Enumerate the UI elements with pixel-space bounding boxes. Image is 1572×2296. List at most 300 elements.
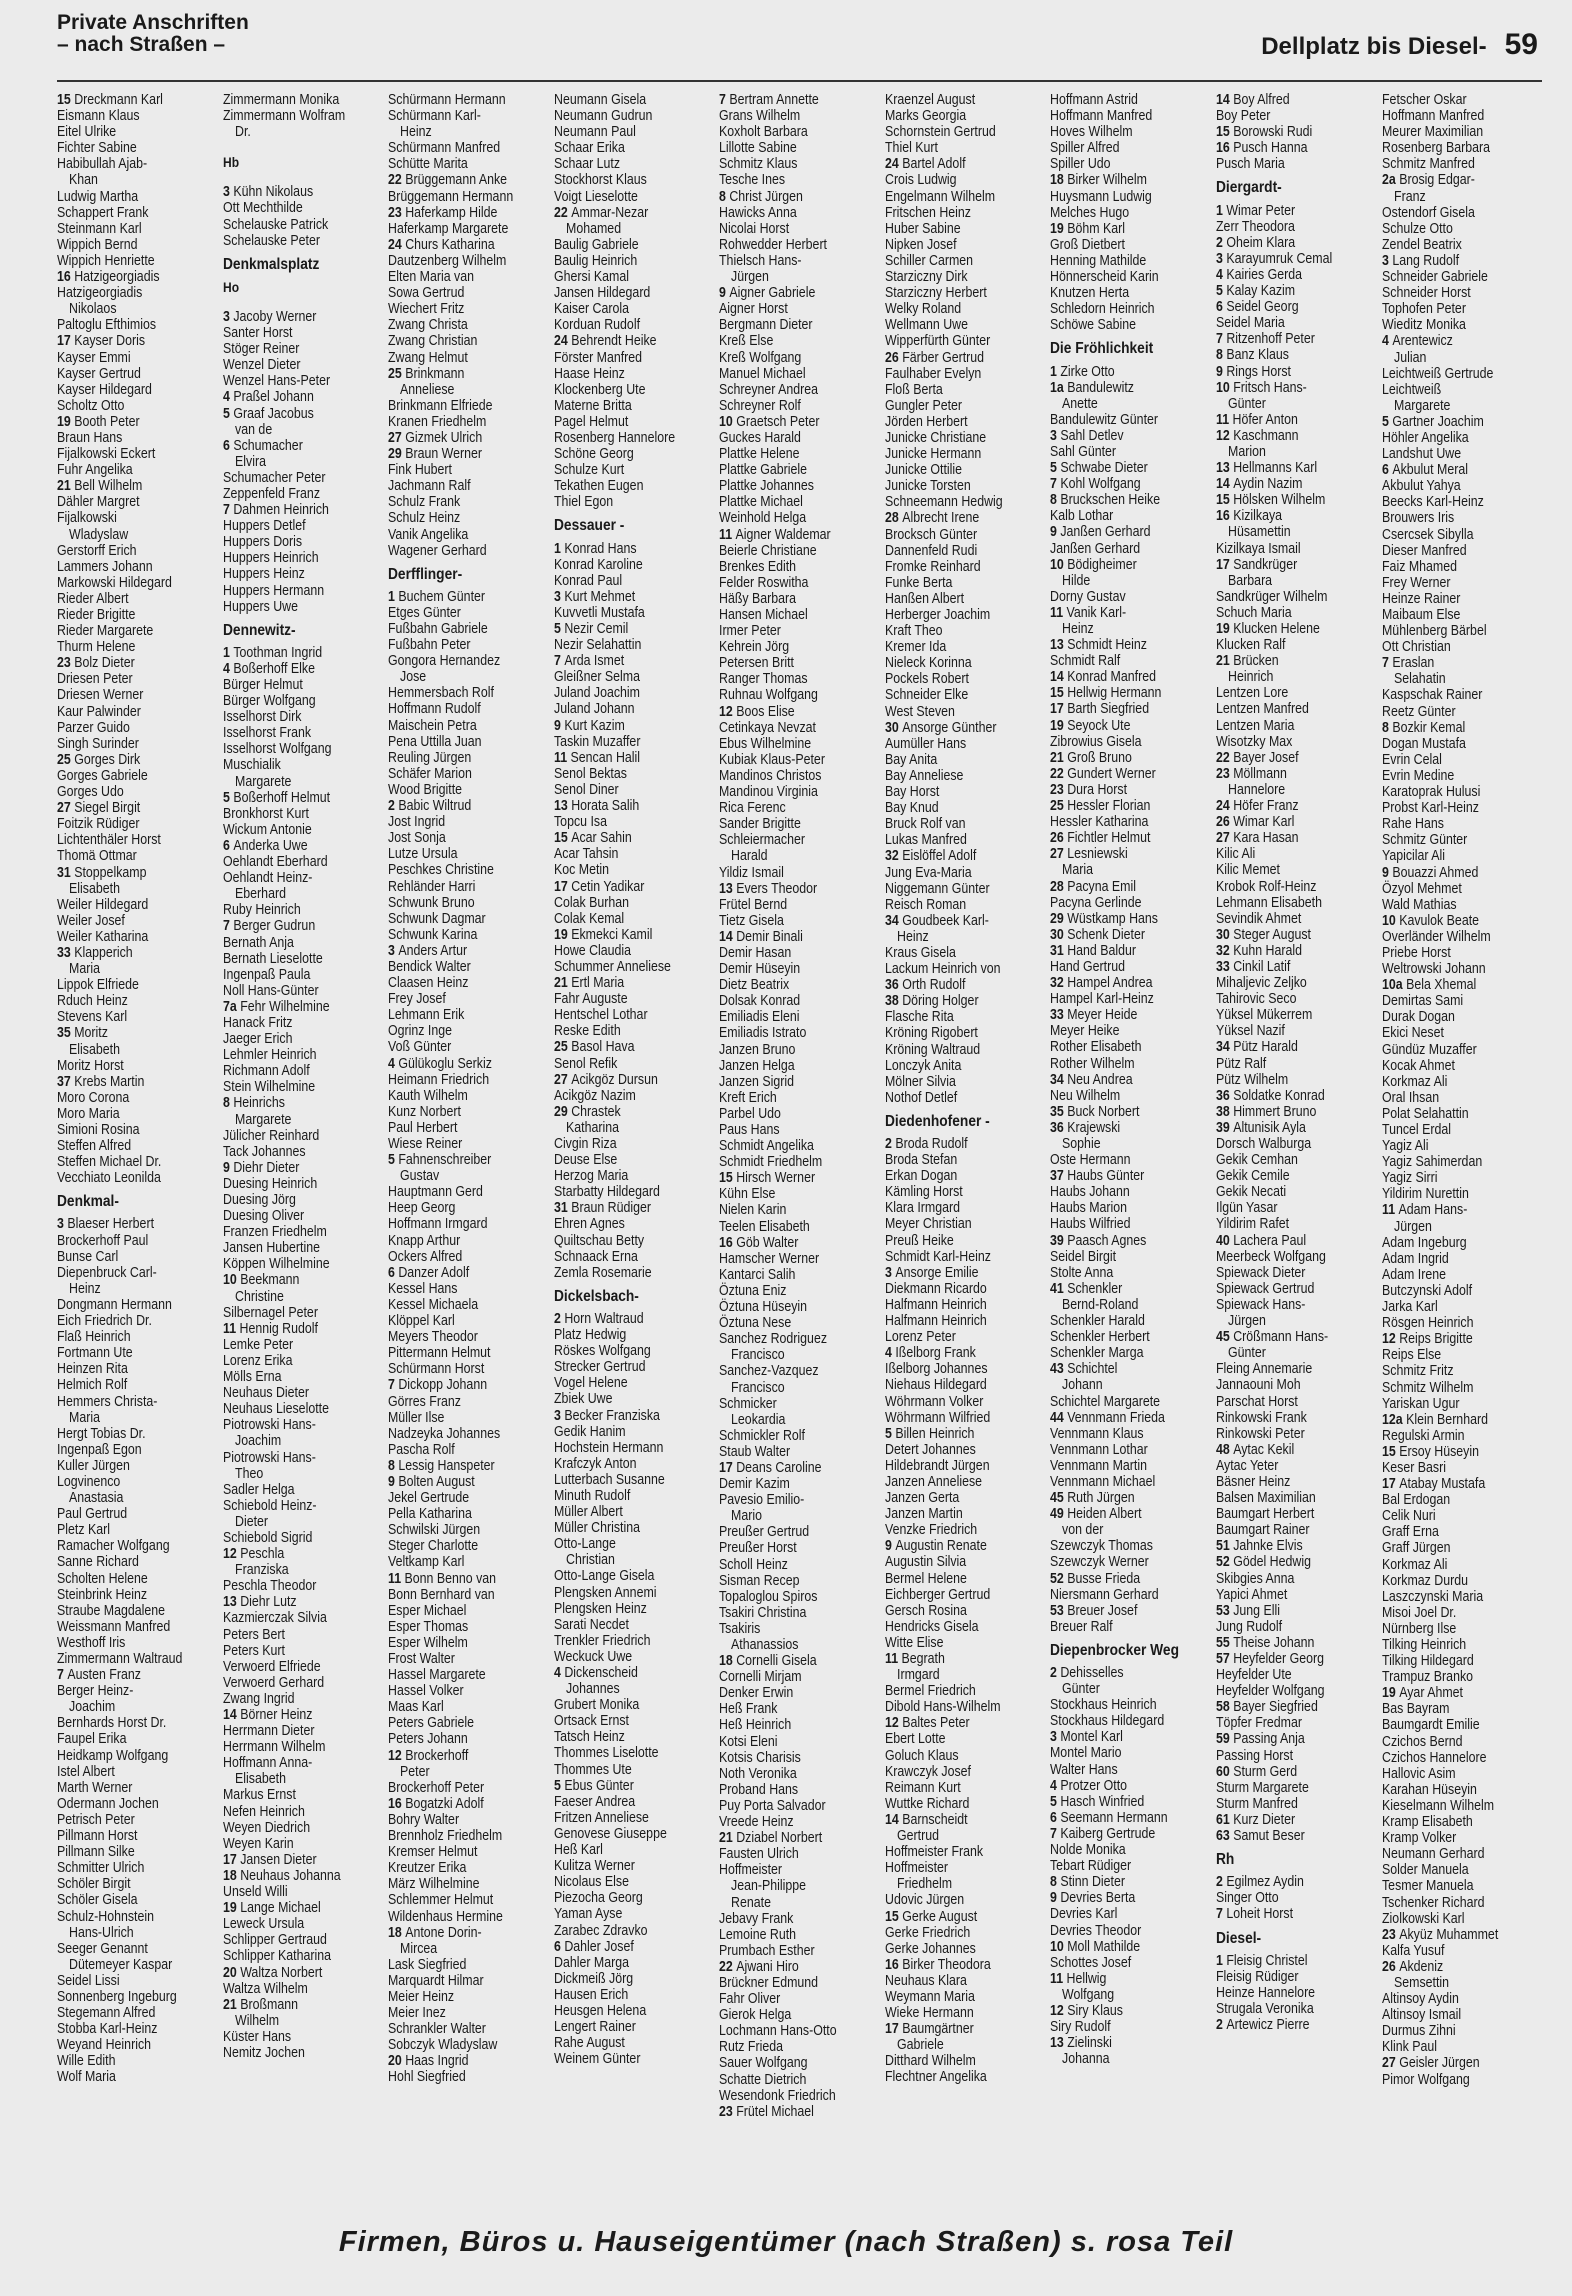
resident-entry: Niersmann Gerhard: [1050, 1586, 1160, 1603]
resident-entry: Markus Ernst: [222, 1787, 296, 1804]
resident-entry: Stegemann Alfred: [57, 2005, 156, 2022]
resident-name: Stinn Dieter: [1060, 1874, 1126, 1891]
house-number: 33: [57, 944, 75, 961]
house-number: 20: [222, 1964, 240, 1981]
resident-entry: [388, 1474, 553, 1490]
resident-entry: Leichtweiß: [1381, 381, 1441, 398]
house-number: 7: [719, 92, 730, 108]
resident-entry: Schaar Erika: [553, 140, 625, 157]
resident-entry: Krafczyk Anton: [553, 1455, 637, 1472]
resident-name: Ebus Günter: [564, 1777, 634, 1794]
resident-entry: Hoffmeister Frank: [884, 1844, 983, 1861]
resident-entry: Hochstein Hermann: [553, 1439, 664, 1456]
house-number: 7: [222, 502, 233, 519]
resident-entry: [57, 333, 222, 349]
resident-entry: [388, 1748, 553, 1764]
entry-continuation: Renate: [731, 1894, 772, 1911]
resident-entry: Lorenz Peter: [884, 1329, 956, 1346]
resident-entry: Leichtweiß Gertrude: [1381, 365, 1493, 382]
resident-entry: Kröning Waltraud: [884, 1041, 980, 1058]
resident-entry: [719, 929, 884, 945]
resident-name: Neu Andrea: [1067, 1071, 1133, 1088]
entry-continuation: Theo: [234, 1465, 263, 1482]
resident-entry: Habibullah Ajab-: [57, 156, 148, 173]
resident-entry: Preuß Heike: [884, 1232, 954, 1249]
resident-entry: Misoi Joel Dr.: [1381, 1604, 1456, 1621]
resident-entry: [1050, 221, 1215, 237]
house-number: 7: [1215, 331, 1227, 348]
resident-entry: [554, 1778, 719, 1794]
resident-entry: [1216, 92, 1381, 108]
resident-entry: [1216, 814, 1381, 830]
entry-continuation: Anette: [1062, 395, 1099, 412]
entry-continuation: Irmgard: [896, 1667, 940, 1684]
resident-entry: [1216, 1554, 1381, 1570]
resident-entry: Jaeger Erich: [222, 1031, 293, 1048]
resident-entry: Brinkmann Elfriede: [388, 397, 493, 414]
resident-entry: Brocksch Günter: [884, 526, 977, 543]
house-number: 3: [222, 184, 233, 201]
resident-name: Kurt Kazim: [564, 717, 625, 734]
resident-name: Bela Xhemal: [1405, 977, 1476, 994]
resident-entry: Thomä Ottmar: [57, 848, 137, 865]
resident-entry: Klöppel Karl: [388, 1313, 455, 1330]
resident-entry: Quiltschau Betty: [553, 1232, 644, 1249]
resident-name: Vanik Karl-: [1066, 604, 1127, 621]
resident-name: Berger Gudrun: [232, 918, 315, 935]
resident-entry: Plengsken Heinz: [553, 1600, 647, 1617]
resident-entry: Gekik Cemhan: [1215, 1152, 1298, 1169]
spacer: [223, 176, 388, 184]
entry-continuation: Maria: [69, 961, 100, 978]
resident-entry: Durak Dogan: [1381, 1009, 1455, 1026]
house-number: 6: [1050, 1809, 1061, 1826]
resident-entry: Felder Roswitha: [719, 574, 809, 591]
resident-name: Jung Elli: [1233, 1602, 1280, 1619]
resident-entry: Ott Christian: [1381, 639, 1451, 656]
resident-entry: Priebe Horst: [1381, 944, 1451, 961]
entry-continuation: Julian: [1393, 349, 1426, 366]
resident-name: Meyer Heide: [1067, 1007, 1138, 1024]
resident-entry: Faupel Erika: [57, 1731, 127, 1748]
resident-entry: Herrmann Wilhelm: [222, 1739, 326, 1756]
house-number: 31: [553, 1200, 571, 1217]
resident-entry: [1050, 492, 1215, 508]
resident-entry: [1216, 1329, 1381, 1345]
resident-name: Bolten August: [398, 1473, 475, 1490]
resident-entry: [719, 92, 884, 108]
resident-entry: Berger Heinz-: [57, 1683, 134, 1700]
resident-entry: [388, 2053, 553, 2069]
resident-entry: Fahr Auguste: [553, 991, 628, 1008]
resident-entry: Aigner Horst: [719, 301, 789, 318]
resident-name: Neuhaus Johanna: [239, 1867, 341, 1884]
resident-entry: Peters Kurt: [222, 1642, 285, 1659]
resident-name: Atabay Mustafa: [1398, 1476, 1485, 1493]
resident-entry: [1050, 927, 1215, 943]
resident-entry: Zarabec Zdravko: [553, 1922, 648, 1939]
resident-entry: Steger Charlotte: [388, 1538, 479, 1555]
resident-entry: Pella Katharina: [388, 1506, 473, 1523]
resident-entry: Weymann Maria: [884, 1988, 975, 2005]
entry-continuation: Anastasia: [69, 1490, 124, 1507]
resident-name: Kizilkaya: [1233, 508, 1282, 525]
resident-entry: Silbernagel Peter: [222, 1304, 318, 1321]
resident-entry: Vreede Heinz: [719, 1814, 794, 1831]
resident-entry: Lutterbach Susanne: [553, 1471, 665, 1488]
resident-entry: Ortsack Ernst: [553, 1713, 629, 1730]
resident-entry: Waltza Wilhelm: [222, 1980, 308, 1997]
entry-continuation: von der: [1062, 1522, 1104, 1539]
resident-entry: Kayser Gertrud: [57, 365, 141, 382]
house-number: 3: [57, 1216, 68, 1233]
entry-continuation: Hilde: [1062, 572, 1091, 589]
resident-name: Hellwig: [1066, 1970, 1107, 1987]
resident-entry: Wagener Gerhard: [388, 542, 487, 559]
resident-name: Dehisselles: [1060, 1665, 1124, 1681]
house-number: 6: [388, 1264, 399, 1281]
resident-entry: Petrisch Peter: [57, 1811, 135, 1828]
house-number: 15: [1215, 492, 1234, 509]
page-header-left: [57, 12, 249, 56]
resident-entry: Czichos Hannelore: [1381, 1749, 1487, 1766]
house-number: 22: [553, 204, 571, 221]
resident-entry: Neumann Gudrun: [553, 108, 653, 125]
resident-entry: Strecker Gertrud: [553, 1359, 646, 1376]
resident-entry: Frey Werner: [1381, 574, 1451, 591]
house-number: 3: [1050, 1729, 1061, 1746]
resident-entry: Lillotte Sabine: [719, 140, 797, 157]
house-number: 7a: [222, 998, 240, 1015]
resident-entry: Lammers Johann: [57, 558, 153, 575]
resident-entry: Hassel Margarete: [388, 1667, 486, 1684]
house-number: 59: [1215, 1731, 1234, 1748]
resident-entry: Fritzen Anneliese: [553, 1809, 649, 1826]
resident-entry: Skibgies Anna: [1215, 1570, 1295, 1587]
resident-entry: Piotrowski Hans-: [222, 1449, 316, 1466]
entry-continuation: Eberhard: [234, 886, 286, 903]
resident-entry: Jannaouni Moh: [1215, 1377, 1301, 1394]
resident-entry: Groß Dietbert: [1050, 236, 1126, 253]
resident-entry: [554, 879, 719, 895]
resident-name: Brüggemann Anke: [405, 172, 508, 189]
resident-entry: Rieder Brigitte: [57, 607, 136, 623]
house-number: 5: [1215, 283, 1227, 300]
resident-entry: Celik Nuri: [1381, 1508, 1436, 1525]
resident-entry: Maischein Petra: [388, 717, 477, 734]
resident-entry: Beierle Christiane: [719, 542, 817, 559]
resident-entry: Oehlandt Heinz-: [222, 870, 313, 887]
resident-entry: [1216, 299, 1381, 315]
resident-entry: Schumacher Peter: [222, 469, 326, 486]
resident-entry: Strugala Veronika: [1215, 2000, 1314, 2017]
house-number: 11: [388, 1570, 405, 1587]
resident-name: Möllmann: [1233, 765, 1287, 782]
resident-name: Wimar Karl: [1233, 814, 1295, 831]
resident-entry: Staub Walter: [719, 1443, 791, 1460]
resident-name: Boßerhoff Helmut: [232, 789, 330, 806]
house-number: 39: [1215, 1119, 1234, 1136]
resident-name: Schumacher: [232, 437, 303, 454]
resident-entry: Krobok Rolf-Heinz: [1215, 878, 1317, 895]
resident-entry: Huysmann Ludwig: [1050, 188, 1153, 205]
house-number: 17: [1381, 1476, 1399, 1493]
resident-entry: Wuttke Richard: [884, 1795, 970, 1812]
resident-name: Barth Siegfried: [1067, 701, 1150, 718]
resident-entry: Maibaum Else: [1381, 607, 1460, 623]
resident-entry: [1216, 331, 1381, 347]
resident-entry: Piezocha Georg: [553, 1890, 643, 1907]
resident-entry: [885, 848, 1050, 864]
resident-entry: Öztuna Hüseyin: [719, 1299, 808, 1316]
resident-entry: [885, 913, 1050, 929]
resident-entry: Augustin Silvia: [884, 1554, 966, 1571]
resident-entry: Trenkler Friedrich: [553, 1632, 651, 1649]
resident-name: Brockerhoff: [405, 1747, 469, 1764]
house-number: 28: [884, 510, 903, 527]
resident-entry: Schlipper Gertraud: [222, 1932, 327, 1949]
resident-entry: Laszczynski Maria: [1381, 1588, 1483, 1605]
resident-entry: Hendricks Gisela: [884, 1618, 979, 1635]
resident-name: Sahl Detlev: [1060, 427, 1124, 444]
resident-entry: Meier Inez: [388, 2005, 446, 2022]
resident-name: Dziabel Norbert: [736, 1830, 823, 1847]
resident-entry: Zimmermann Waltraud: [57, 1651, 183, 1667]
resident-name: Jansen Dieter: [239, 1851, 317, 1868]
house-number: 7: [388, 1377, 399, 1394]
resident-entry: Klockenberg Ute: [553, 381, 646, 398]
resident-entry: Duesing Jörg: [222, 1192, 296, 1208]
resident-name: Graetsch Peter: [736, 413, 820, 430]
resident-entry: Gungler Peter: [884, 397, 962, 414]
house-number: 37: [1050, 1168, 1068, 1185]
resident-entry: Richmann Adolf: [222, 1063, 310, 1080]
resident-name: Schenkler: [1067, 1280, 1123, 1297]
resident-entry: Gerke Friedrich: [884, 1924, 971, 1941]
resident-entry: Santer Horst: [222, 325, 293, 342]
resident-entry: [1216, 267, 1381, 283]
resident-entry: Adam Irene: [1381, 1266, 1446, 1283]
resident-entry: Haubs Wilfried: [1050, 1216, 1131, 1233]
resident-entry: Yapici Ahmet: [1215, 1586, 1288, 1603]
entry-continuation: Elisabeth: [69, 880, 120, 897]
resident-entry: Fink Hubert: [388, 462, 453, 479]
resident-entry: Simioni Rosina: [57, 1122, 140, 1138]
resident-entry: [1050, 1939, 1215, 1955]
resident-entry: Mölner Silvia: [884, 1073, 956, 1090]
entry-continuation: Harald: [731, 848, 768, 865]
street-heading: Dickelsbach-: [553, 1287, 639, 1305]
resident-entry: Cornelli Mirjam: [719, 1669, 802, 1686]
resident-name: Schwabe Dieter: [1060, 460, 1149, 477]
resident-name: Antone Dorin-: [405, 1924, 482, 1941]
resident-entry: Juland Joachim: [553, 685, 640, 702]
resident-entry: Zwang Christian: [388, 333, 478, 350]
street-heading: Diepenbrocker Weg: [1050, 1641, 1180, 1659]
house-number: 2: [1050, 1665, 1061, 1681]
resident-entry: Gongora Hernandez: [388, 653, 501, 670]
resident-entry: Jost Sonja: [388, 830, 446, 847]
resident-entry: Dolsak Konrad: [719, 993, 801, 1010]
resident-entry: Ilgün Yasar: [1215, 1200, 1278, 1217]
house-number: 23: [719, 2103, 737, 2120]
resident-entry: [223, 790, 388, 806]
resident-entry: Spiewack Hans-: [1215, 1296, 1306, 1313]
directory-column: [885, 92, 1050, 2214]
house-number: 10: [222, 1272, 240, 1289]
resident-entry: Peters Johann: [388, 1731, 468, 1748]
resident-entry: Frost Walter: [388, 1651, 456, 1667]
resident-entry: Kreft Erich: [719, 1089, 778, 1106]
resident-entry: [1216, 1651, 1381, 1667]
resident-name: Gizmek Ulrich: [405, 429, 483, 446]
entry-continuation: Mircea: [400, 1940, 438, 1957]
resident-entry: Hemmers Christa-: [57, 1393, 158, 1410]
resident-entry: [1382, 1959, 1547, 1975]
resident-name: Ansorge Günther: [902, 719, 997, 736]
resident-entry: Stein Wilhelmine: [222, 1079, 315, 1096]
house-number: 5: [1050, 460, 1061, 477]
resident-name: Dreckmann Karl: [74, 92, 163, 108]
house-number: 17: [222, 1851, 240, 1868]
header-subtitle: – nach Straßen –: [57, 33, 226, 56]
entry-continuation: Wilhelm: [234, 2012, 279, 2029]
house-number: 30: [884, 719, 903, 736]
resident-entry: [885, 156, 1050, 172]
resident-name: Basol Hava: [570, 1039, 635, 1056]
resident-name: Austen Franz: [67, 1667, 141, 1684]
resident-entry: Sonnenberg Ingeburg: [57, 1988, 177, 2005]
resident-entry: Brüggemann Hermann: [388, 188, 514, 205]
house-number: 5: [1050, 1793, 1061, 1810]
resident-entry: Dietz Beatrix: [719, 977, 790, 994]
resident-entry: Piotrowski Hans-: [222, 1417, 316, 1434]
resident-entry: Thommes Liselotte: [553, 1745, 659, 1762]
resident-entry: Paltoglu Efthimios: [57, 317, 157, 334]
resident-entry: Thiel Egon: [553, 494, 613, 511]
resident-entry: Emiliadis Istrato: [719, 1025, 807, 1042]
resident-name: Hennig Rudolf: [239, 1320, 318, 1337]
resident-name: Hatzigeorgiadis: [74, 269, 160, 286]
resident-entry: Peters Gabriele: [388, 1715, 475, 1732]
resident-entry: Schleiermacher: [719, 832, 806, 849]
house-number: 19: [222, 1900, 240, 1917]
resident-entry: Hentschel Lothar: [553, 1007, 648, 1024]
house-number: 34: [1215, 1039, 1234, 1056]
resident-entry: Kieselmann Wilhelm: [1381, 1797, 1494, 1814]
resident-entry: [554, 1104, 719, 1120]
house-number: 9: [222, 1159, 233, 1176]
house-number: 63: [1215, 1828, 1234, 1845]
resident-name: Cetin Yadikar: [570, 878, 645, 895]
house-number: 9: [1050, 1890, 1061, 1907]
resident-entry: Dibold Hans-Wilhelm: [884, 1699, 1001, 1716]
resident-entry: Topcu Isa: [553, 814, 607, 831]
resident-entry: [223, 1546, 388, 1562]
resident-entry: Spiewack Dieter: [1215, 1264, 1306, 1281]
resident-entry: Mandinos Christos: [719, 767, 822, 784]
resident-entry: Schmidt Angelika: [719, 1138, 815, 1155]
resident-entry: Schelauske Peter: [222, 232, 320, 249]
resident-entry: Schöwe Sabine: [1050, 317, 1137, 334]
resident-entry: Reimann Kurt: [884, 1779, 961, 1796]
resident-name: Siegel Birgit: [74, 800, 141, 817]
house-number: 17: [1215, 556, 1234, 573]
house-number: 57: [1215, 1651, 1234, 1667]
resident-entry: [1216, 1953, 1381, 1969]
house-number: 34: [1050, 1071, 1068, 1088]
resident-name: Booth Peter: [74, 413, 140, 430]
resident-entry: Szewczyk Werner: [1050, 1554, 1150, 1571]
house-number: 11: [884, 1651, 902, 1667]
resident-entry: Heinzen Rita: [57, 1361, 128, 1378]
entry-continuation: Francisco: [731, 1379, 785, 1396]
resident-entry: Zendel Beatrix: [1381, 236, 1462, 253]
resident-name: Aigner Gabriele: [729, 285, 816, 302]
resident-entry: [719, 704, 884, 720]
resident-name: Wimar Peter: [1226, 202, 1296, 219]
resident-entry: Kauth Wilhelm: [388, 1087, 468, 1104]
resident-entry: [1216, 1906, 1381, 1922]
resident-entry: Hoffmeister: [719, 1862, 783, 1879]
house-number: 1: [1050, 363, 1061, 380]
house-number: 22: [1215, 749, 1234, 766]
resident-entry: Evrin Medine: [1381, 767, 1454, 784]
house-number: 16: [57, 269, 75, 286]
resident-entry: Rica Ferenc: [719, 800, 786, 817]
entry-continuation: Heinz: [896, 928, 929, 945]
resident-entry: Walter Hans: [1050, 1761, 1119, 1778]
resident-name: Dahmen Heinrich: [232, 502, 329, 519]
resident-name: Kavulok Beate: [1398, 912, 1479, 929]
resident-entry: Marks Georgia: [884, 108, 966, 125]
resident-name: Braun Rüdiger: [570, 1200, 651, 1217]
resident-entry: Kraft Theo: [884, 623, 943, 640]
resident-entry: Klucken Ralf: [1215, 637, 1286, 654]
resident-name: Klein Bernhard: [1405, 1411, 1488, 1428]
resident-name: Boßerhoff Elke: [232, 660, 315, 677]
resident-name: Hellwig Hermann: [1067, 685, 1162, 702]
resident-name: Deans Caroline: [736, 1459, 822, 1476]
resident-entry: Singer Otto: [1215, 1890, 1279, 1907]
resident-entry: Klink Paul: [1381, 2039, 1437, 2056]
resident-entry: Dogan Mustafa: [1381, 735, 1466, 752]
resident-name: Schichtel: [1067, 1361, 1118, 1378]
resident-entry: Gerstorff Erich: [57, 542, 137, 559]
resident-name: Brücken: [1233, 653, 1279, 670]
resident-entry: Kuvvetli Mustafa: [553, 604, 645, 621]
resident-entry: [388, 1056, 553, 1072]
resident-name: Gundert Werner: [1067, 765, 1157, 782]
resident-entry: Passing Horst: [1215, 1747, 1293, 1764]
resident-entry: Schreyner Andrea: [719, 381, 819, 398]
house-number: 34: [884, 912, 903, 929]
resident-entry: Yariskan Ugur: [1381, 1395, 1460, 1412]
resident-entry: Schneider Elke: [884, 687, 969, 704]
resident-entry: Bay Anneliese: [884, 767, 964, 784]
resident-name: Baltes Peter: [902, 1715, 970, 1732]
resident-entry: Rosenberg Hannelore: [553, 429, 675, 446]
resident-name: Bayer Josef: [1233, 749, 1299, 766]
entry-continuation: Selahatin: [1393, 671, 1446, 688]
resident-entry: Heimann Friedrich: [388, 1071, 490, 1088]
resident-entry: Topaloglou Spiros: [719, 1588, 818, 1605]
resident-entry: Ziolkowski Karl: [1381, 1910, 1465, 1927]
resident-name: Fleisig Christel: [1226, 1952, 1308, 1969]
entry-continuation: Wladyslaw: [69, 526, 129, 543]
resident-name: Bouazzi Ahmed: [1391, 864, 1478, 881]
resident-entry: Ockers Alfred: [388, 1248, 463, 1265]
